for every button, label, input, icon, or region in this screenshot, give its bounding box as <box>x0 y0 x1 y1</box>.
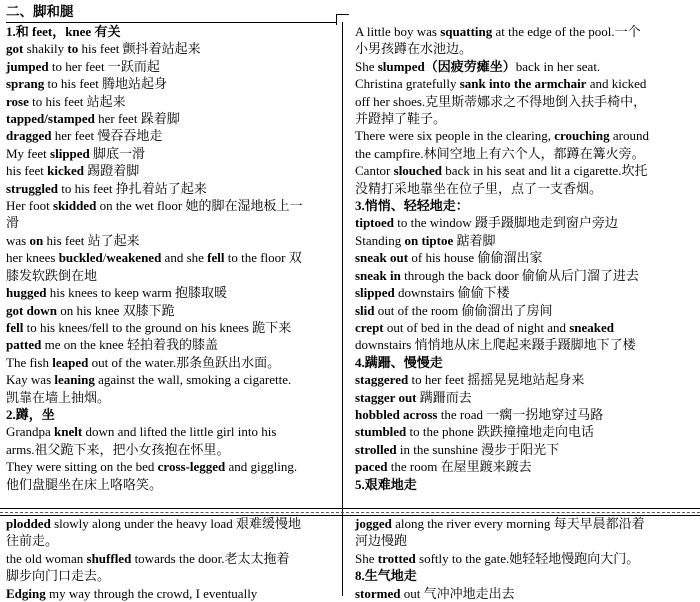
text-line: slid out of the room 偷偷溜出了房间 <box>355 302 553 318</box>
text-line: strolled in the sunshine 漫步于阳光下 <box>355 441 560 457</box>
text-line: off her shoes.克里斯蒂娜求之不得地倒入扶手椅中， <box>355 93 647 109</box>
left-column-top <box>6 23 329 493</box>
text-line: plodded slowly along under the heavy load 艰难缓慢地 <box>6 516 302 531</box>
text-line: 脚步向门口走去。 <box>6 568 111 584</box>
left-column-bottom <box>6 515 329 602</box>
text-line: her knees buckled/weakened and she fell to the floor 双 <box>6 250 302 266</box>
text-line: My feet slipped 脚底一滑 <box>6 145 146 161</box>
text-line: fell to his knees/fell to the ground on his knees 跪下来 <box>6 319 292 335</box>
text-line: 膝发软跌倒在地 <box>6 267 98 283</box>
text-line: They were sitting on the bed cross-legged and giggling. <box>6 459 298 475</box>
text-line: the old woman shuffled towards the door.老太太拖着 <box>6 550 290 566</box>
text-line: the campfire.林间空地上有六个人，都蹲在篝火旁。 <box>355 145 645 161</box>
text-line: Her foot skidded on the wet floor 她的脚在湿地板上一 <box>6 198 303 214</box>
text-line: There were six people in the clearing, crouching around <box>355 128 649 144</box>
text-line: stormed out 气冲冲地走出去 <box>355 585 515 601</box>
text-line: Grandpa knelt down and lifted the little girl into his <box>6 424 277 440</box>
text-line: hugged his knees to keep warm 抱膝取暖 <box>6 285 227 301</box>
text-line: A little boy was squatting at the edge of the pool.一个 <box>355 24 641 39</box>
text-line: rose to his feet 站起来 <box>6 93 126 109</box>
section-heading: 2.蹲，坐 <box>6 406 55 422</box>
text-line: his feet kicked 踢蹬着脚 <box>6 163 140 179</box>
right-column-top <box>355 23 678 493</box>
text-line: struggled to his feet 挣扎着站了起来 <box>6 180 207 196</box>
text-line: Standing on tiptoe 踮着脚 <box>355 232 496 248</box>
section-heading: 1.和 feet，knee 有关 <box>6 24 121 39</box>
text-line: was on his feet 站了起来 <box>6 232 140 248</box>
text-line: staggered to her feet 摇摇晃晃地站起身来 <box>355 372 585 388</box>
text-line: Christina gratefully sank into the armchair and kicked <box>355 76 647 92</box>
text-line: 河边慢跑 <box>355 533 408 549</box>
text-line: 没精打采地靠坐在位子里，点了一支香烟。 <box>355 180 603 196</box>
text-line: arms.祖父跪下来，把小女孩抱在怀里。 <box>6 441 230 457</box>
text-line: got shakily to his feet 颤抖着站起来 <box>6 41 201 57</box>
text-line: 他们盘腿坐在床上咯咯笑。 <box>6 476 163 492</box>
text-line: sneak in through the back door 偷偷从后门溜了进去 <box>355 267 639 283</box>
text-line: downstairs 悄悄地从床上爬起来蹑手蹑脚地下了楼 <box>355 337 636 353</box>
text-line: 凯靠在墙上抽烟。 <box>6 389 111 405</box>
text-line: 小男孩蹲在水池边。 <box>355 41 473 57</box>
text-line: 并蹬掉了鞋子。 <box>355 111 447 127</box>
text-line: The fish leaped out of the water.那条鱼跃出水面。 <box>6 354 281 370</box>
column-divider <box>342 22 343 596</box>
section-heading: 3.悄悄、轻轻地走： <box>355 198 469 214</box>
text-line: stagger out 蹒跚而去 <box>355 389 472 405</box>
text-line: 滑 <box>6 215 20 231</box>
text-line: paced the room 在屋里踱来踱去 <box>355 459 532 475</box>
text-line: stumbled to the phone 跌跌撞撞地走向电话 <box>355 424 595 440</box>
text-line: slipped downstairs 偷偷下楼 <box>355 285 510 301</box>
page-title: 二、脚和腿 <box>6 2 336 23</box>
text-line: tiptoed to the window 蹑手蹑脚地走到窗户旁边 <box>355 215 618 231</box>
section-heading: 4.蹒跚、慢慢走 <box>355 354 443 370</box>
text-line: hobbled across the road 一瘸一拐地穿过马路 <box>355 406 604 422</box>
text-line: sneak out of his house 偷偷溜出家 <box>355 250 543 266</box>
text-line: 往前走。 <box>6 533 59 549</box>
page-break-line-top <box>0 508 700 509</box>
section-heading: 5.艰难地走 <box>355 476 417 492</box>
text-line: patted me on the knee 轻拍着我的膝盖 <box>6 337 218 353</box>
text-line: jumped to her feet 一跃而起 <box>6 58 160 74</box>
text-line: Edging my way through the crowd, I eventually <box>6 585 258 601</box>
right-column-bottom <box>355 515 678 602</box>
text-line: She trotted softly to the gate.她轻轻地慢跑向大门。 <box>355 550 640 566</box>
page-break-dashed-line <box>0 512 700 513</box>
text-line: tapped/stamped her feet 跺着脚 <box>6 111 180 127</box>
text-line: crept out of bed in the dead of night and sneaked <box>355 319 615 335</box>
text-line: Cantor slouched back in his seat and lit a cigarette.坎托 <box>355 163 648 179</box>
section-heading: 8.生气地走 <box>355 568 417 584</box>
text-line: jogged along the river every morning 每天早晨都沿着 <box>355 516 645 531</box>
text-line: got down on his knee 双膝下跪 <box>6 302 175 318</box>
text-line: Kay was leaning against the wall, smoking a cigarette. <box>6 372 292 388</box>
text-line: dragged her feet 慢吞吞地走 <box>6 128 163 144</box>
text-line: She slumped（因疲劳瘫坐）back in her seat. <box>355 58 601 74</box>
text-line: sprang to his feet 腾地站起身 <box>6 76 168 92</box>
